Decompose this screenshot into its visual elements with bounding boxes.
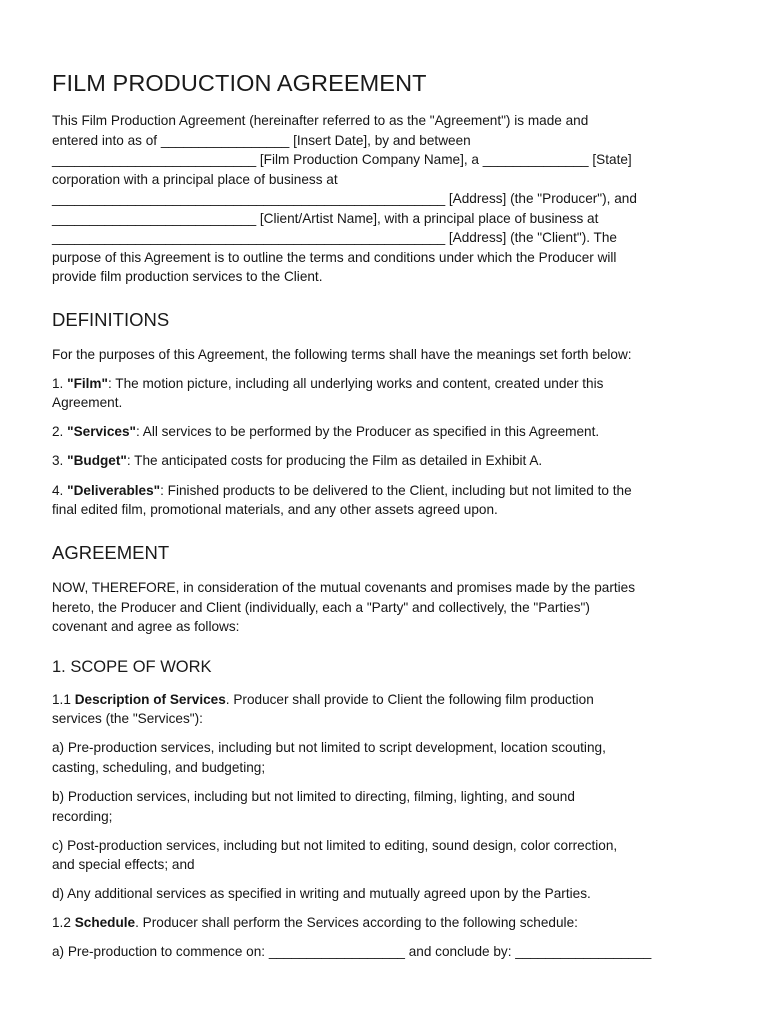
intro-line: corporation with a principal place of business at (52, 171, 338, 187)
definition-text: : Finished products to be delivered to the Client, including but not limited to the (160, 482, 632, 498)
definition-term: "Budget" (67, 453, 127, 468)
definition-item (52, 483, 632, 499)
definition-term: "Deliverables" (67, 482, 161, 498)
clause-1-2 (52, 915, 578, 931)
clause-text: . Producer shall perform the Services according to the following schedule: (135, 915, 578, 930)
intro-line: ___________________________ [Film Production Company Name], a ______________ [State] (52, 152, 632, 167)
agreement-line: hereto, the Producer and Client (individually, each a "Party" and collectively, the "Parties") (52, 599, 590, 615)
clause-number: 1.1 (52, 691, 75, 707)
definition-text: Agreement. (52, 395, 123, 410)
document-title: FILM PRODUCTION AGREEMENT (52, 70, 427, 96)
scope-item: recording; (52, 808, 113, 824)
intro-line: provide film production services to the Client. (52, 269, 323, 284)
scope-item: c) Post-production services, including but not limited to editing, sound design, color correction, (52, 837, 618, 853)
clause-term: Schedule (74, 915, 136, 930)
agreement-line: covenant and agree as follows: (52, 619, 240, 634)
intro-line: ___________________________ [Client/Artist Name], with a principal place of business at (52, 210, 599, 226)
definition-number: 2. (52, 424, 68, 439)
definition-item (52, 376, 603, 392)
clause-term: Description of Services (74, 691, 226, 707)
clause-text: . Producer shall provide to Client the following film production (225, 691, 594, 707)
scope-item: a) Pre-production services, including but not limited to script development, location scouting, (52, 740, 606, 755)
definition-text: : All services to be performed by the Producer as specified in this Agreement. (135, 424, 600, 439)
intro-line: ____________________________________________________ [Address] (the "Client"). The (52, 230, 617, 245)
definition-item (52, 424, 599, 440)
clause-number: 1.2 (52, 915, 75, 930)
definition-term: "Services" (67, 424, 136, 439)
clause-text: services (the "Services"): (52, 711, 203, 726)
intro-line: entered into as of _________________ [Insert Date], by and between (52, 132, 471, 148)
clause-1-1 (52, 692, 594, 708)
agreement-line: NOW, THEREFORE, in consideration of the mutual covenants and promises made by the parties (52, 580, 636, 595)
intro-line: purpose of this Agreement is to outline the terms and conditions under which the Producer will (52, 249, 617, 265)
scope-item: d) Any additional services as specified in writing and mutually agreed upon by the Parties. (52, 886, 591, 901)
intro-line: ____________________________________________________ [Address] (the "Producer"), and (52, 191, 637, 206)
definitions-intro: For the purposes of this Agreement, the following terms shall have the meanings set forth below: (52, 347, 632, 362)
intro-line: This Film Production Agreement (hereinafter referred to as the "Agreement") is made and (52, 113, 589, 128)
definition-number: 4. (52, 482, 68, 498)
definition-text: : The anticipated costs for producing the Film as detailed in Exhibit A. (126, 453, 543, 468)
definitions-heading: DEFINITIONS (52, 309, 170, 330)
definition-number: 1. (52, 375, 68, 391)
definition-number: 3. (52, 453, 68, 468)
definition-term: "Film" (67, 375, 108, 391)
scope-item: casting, scheduling, and budgeting; (52, 759, 266, 775)
schedule-item: a) Pre-production to commence on: __________________ and conclude by: __________________ (52, 944, 652, 959)
scope-heading: 1. SCOPE OF WORK (52, 658, 212, 676)
agreement-heading: AGREEMENT (52, 542, 170, 563)
definition-item (52, 453, 542, 469)
definition-text: : The motion picture, including all underlying works and content, created under this (107, 375, 604, 391)
scope-item: b) Production services, including but not limited to directing, filming, lighting, and sound (52, 789, 575, 804)
scope-item: and special effects; and (52, 857, 195, 872)
definition-text: final edited film, promotional materials, and any other assets agreed upon. (52, 502, 498, 517)
